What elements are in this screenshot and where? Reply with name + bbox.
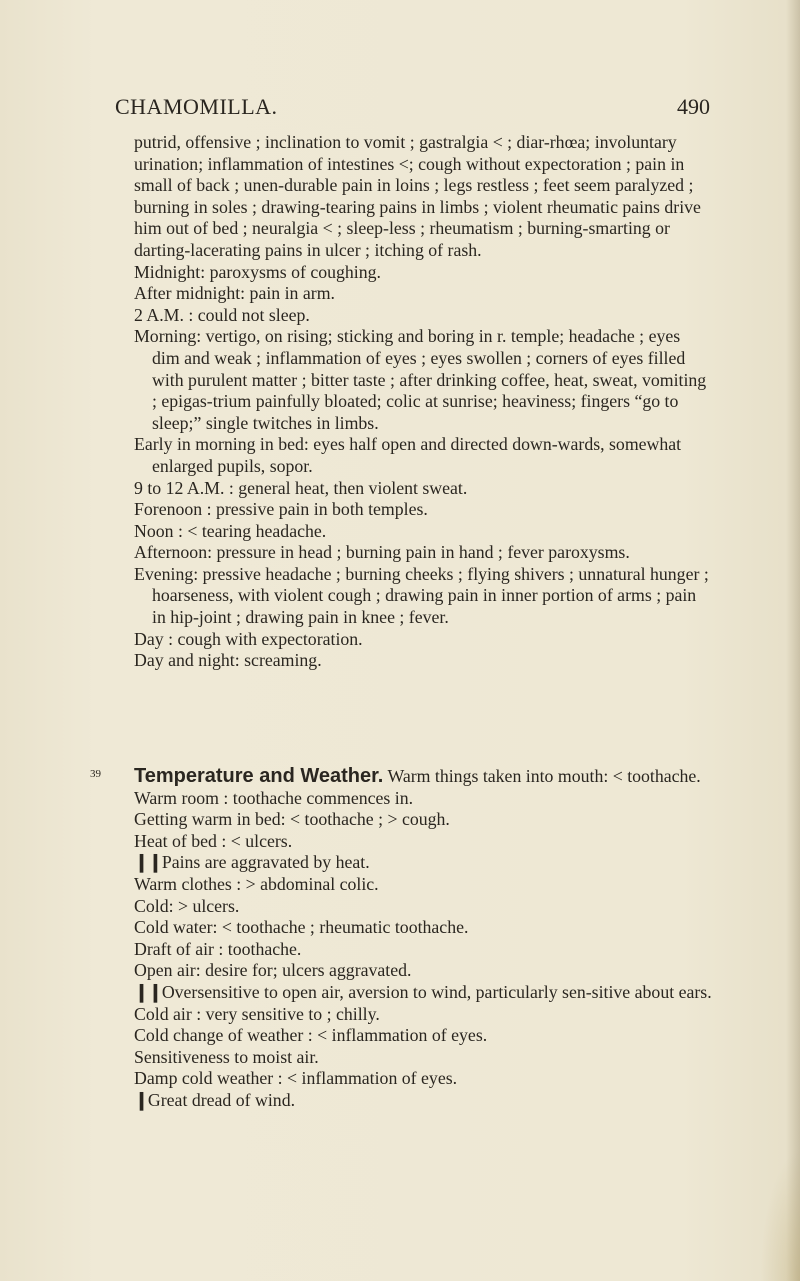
- section-line: [134, 896, 712, 918]
- section-line: [134, 831, 712, 853]
- section-line-text: Heat of bed : < ulcers.: [134, 830, 293, 851]
- temperature-weather-section: [90, 765, 712, 1112]
- paragraph: Day : cough with expectoration.: [134, 628, 363, 649]
- section-line-text: Great dread of wind.: [147, 1089, 296, 1110]
- paragraph: Forenoon : pressive pain in both temples.: [134, 499, 428, 520]
- section-line: [134, 1068, 712, 1090]
- section-line-text: Oversensitive to open air, aversion to wind, particularly sen-sitive about ears.: [161, 981, 712, 1002]
- paragraph: Midnight: paroxysms of coughing.: [134, 261, 381, 282]
- paragraph: Early in morning in bed: eyes half open and directed down-wards, somewhat enlarged pupils, sopor.: [134, 434, 682, 476]
- section-line-text: Warm clothes : > abdominal colic.: [134, 873, 379, 894]
- section-line-text: Cold change of weather : < inflammation of eyes.: [134, 1025, 488, 1046]
- section-lines: [134, 788, 712, 1112]
- section-title-rest: Warm things taken into mouth: < toothache.: [383, 766, 701, 786]
- section-line: [134, 982, 712, 1004]
- emphasis-bars: ❙❙: [134, 981, 162, 1002]
- section-line: [134, 852, 712, 874]
- section-line: [134, 1025, 712, 1047]
- symptom-text-block: [134, 132, 712, 672]
- section-line-text: Getting warm in bed: < toothache ; > cough.: [134, 809, 450, 830]
- paragraph: Afternoon: pressure in head ; burning pain in hand ; fever paroxysms.: [134, 542, 630, 563]
- paragraph: Evening: pressive headache ; burning cheeks ; flying shivers ; unnatural hunger ; hoarseness, with violent cough ; drawing pain in inner portion of arms ; pain in hip-joint ; drawing pain in knee ; fever.: [134, 563, 709, 628]
- section-line: [134, 939, 712, 961]
- section-heading: 39 Temperature and Weather. Warm things taken into mouth: < toothache.: [90, 765, 701, 787]
- section-line-text: Open air: desire for; ulcers aggravated.: [134, 960, 412, 981]
- section-line: [134, 809, 712, 831]
- paragraph: 9 to 12 A.M. : general heat, then violent sweat.: [134, 477, 468, 498]
- paragraph: After midnight: pain in arm.: [134, 283, 335, 304]
- paragraph: Noon : < tearing headache.: [134, 520, 327, 541]
- page-stain: [760, 1150, 800, 1281]
- section-line-text: Cold: > ulcers.: [134, 895, 240, 916]
- section-line: [134, 874, 712, 896]
- section-line: [134, 1004, 712, 1026]
- page-edge-shadow: [786, 0, 800, 1281]
- section-title: Temperature and Weather.: [134, 765, 384, 787]
- emphasis-bars: ❙❙: [134, 852, 162, 873]
- page-number: 490: [677, 94, 710, 119]
- paragraph: Day and night: screaming.: [134, 650, 322, 671]
- section-line: [134, 960, 712, 982]
- paragraph: Morning: vertigo, on rising; sticking and boring in r. temple; headache ; eyes dim and weak ; inflammation of eyes ; eyes swollen ; corners of eyes filled with purulent matter ; bitter taste ; after drinking coffee, heat, sweat, vomiting ; epigas-trium painfully bloated; colic at sunrise; heaviness; fingers “go to sleep;” single twitches in limbs.: [134, 326, 707, 433]
- emphasis-bars: ❙: [134, 1089, 148, 1110]
- section-line: [134, 788, 712, 810]
- section-line: [134, 1047, 712, 1069]
- section-line: [134, 917, 712, 939]
- running-title: CHAMOMILLA.: [115, 94, 278, 119]
- paragraph: putrid, offensive ; inclination to vomit ; gastralgia < ; diar-rhœa; involuntary urination; inflammation of intestines <; cough without expectoration ; pain in small of back ; unen-durable pain in loins ; legs restless ; feet seem paralyzed ; burning in soles ; drawing-tearing pains in limbs ; violent rheumatic pains drive him out of bed ; neuralgia < ; sleep-less ; rheumatism ; burning-smarting or darting-lacerating pains in ulcer ; itching of rash.: [134, 132, 701, 260]
- page-header: [115, 94, 710, 124]
- section-line-text: Damp cold weather : < inflammation of eyes.: [134, 1068, 458, 1089]
- section-line-text: Sensitiveness to moist air.: [134, 1046, 319, 1067]
- section-line: [134, 1090, 712, 1112]
- section-line-text: Draft of air : toothache.: [134, 938, 302, 959]
- section-line-text: Warm room : toothache commences in.: [134, 787, 414, 808]
- section-line-text: Cold air : very sensitive to ; chilly.: [134, 1003, 380, 1024]
- section-line-text: Pains are aggravated by heat.: [161, 852, 370, 873]
- section-line-text: Cold water: < toothache ; rheumatic toothache.: [134, 917, 469, 938]
- paragraph: 2 A.M. : could not sleep.: [134, 304, 310, 325]
